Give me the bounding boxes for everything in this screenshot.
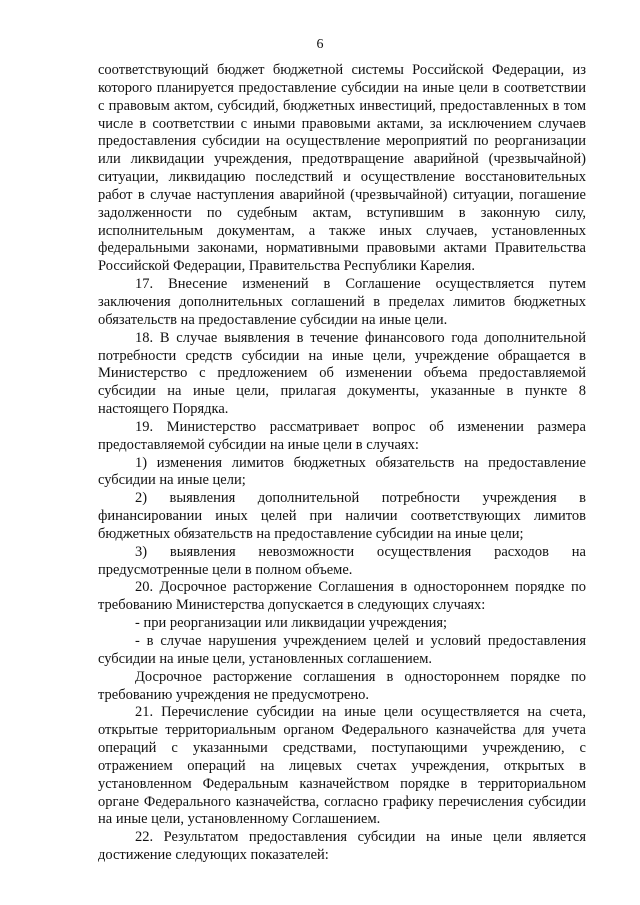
paragraph-item-20-case-2: - в случае нарушения учреждением целей и условий предоставления субсидии на иные цели, установленных соглашением. [98, 633, 586, 667]
paragraph-item-19-case-3: 3) выявления невозможности осуществления расходов на предусмотренные цели в полном объеме. [98, 543, 586, 578]
paragraph-item-20-case-1: - при реорганизации или ликвидации учреждения; [135, 615, 448, 632]
paragraph-item-19-case-2: 2) выявления дополнительной потребности учреждения в финансировании иных целей при наличии соответствующих лимитов бюджетных обязательств на предоставление субсидии на иные цели; [98, 490, 586, 542]
document-body [98, 62, 586, 865]
paragraph-item-20: 20. Досрочное расторжение Соглашения в одностороннем порядке по требованию Министерства допускается в следующих случаях: [98, 579, 586, 614]
paragraph-item-19-case-1: 1) изменения лимитов бюджетных обязательств на предоставление субсидии на иные цели; [98, 454, 586, 489]
paragraph-item-19: 19. Министерство рассматривает вопрос об изменении размера предоставляемой субсидии на иные цели в случаях: [98, 418, 586, 453]
paragraph-continuation: соответствующий бюджет бюджетной системы Российской Федерации, из которого планируется предоставление субсидии на иные цели в соответствии с правовым актом, субсидий, бюджетных инвестиций, предоставленных в том числе в соответствии с иными правовыми актами, за исключением случаев предоставления субсидии на осуществление мероприятий по реорганизации или ликвидации учреждения, предотвращение аварийной (чрезвычайной) ситуации, ликвидацию последствий и осуществление восстановительных работ в случае наступления аварийной (чрезвычайной) ситуации, погашение задолженности по судебным актам, вступившим в законную силу, исполнительным документам, а также иных случаев, установленных федеральными законами, нормативными правовыми актами Правительства Российской Федерации, Правительства Республики Карелия. [98, 62, 586, 275]
paragraph-item-22: 22. Результатом предоставления субсидии на иные цели является достижение следующих показателей: [98, 829, 586, 864]
paragraph-item-18: 18. В случае выявления в течение финансового года дополнительной потребности средств субсидии на иные цели, учреждение обращается в Министерство с предложением об изменении объема предоставляемой субсидии на иные цели, прилагая документы, указанные в пункте 8 настоящего Порядка. [98, 329, 586, 418]
paragraph-item-17: 17. Внесение изменений в Соглашение осуществляется путем заключения дополнительных соглашений в пределах лимитов бюджетных обязательств на предоставление субсидии на иные цели. [98, 276, 586, 328]
paragraph-item-20-note: Досрочное расторжение соглашения в одностороннем порядке по требованию учреждения не предусмотрено. [98, 668, 586, 703]
paragraph-item-21: 21. Перечисление субсидии на иные цели осуществляется на счета, открытые территориальным органом Федерального казначейства для учета операций с указанными средствами, поступающими учреждению, с отражением операций на лицевых счетах учреждения, открытых в установленном Федеральным казначейством порядке в территориальном органе Федерального казначейства, согласно графику перечисления субсидии на иные цели, установленному Соглашением. [98, 704, 586, 828]
page-number: 6 [316, 37, 324, 52]
